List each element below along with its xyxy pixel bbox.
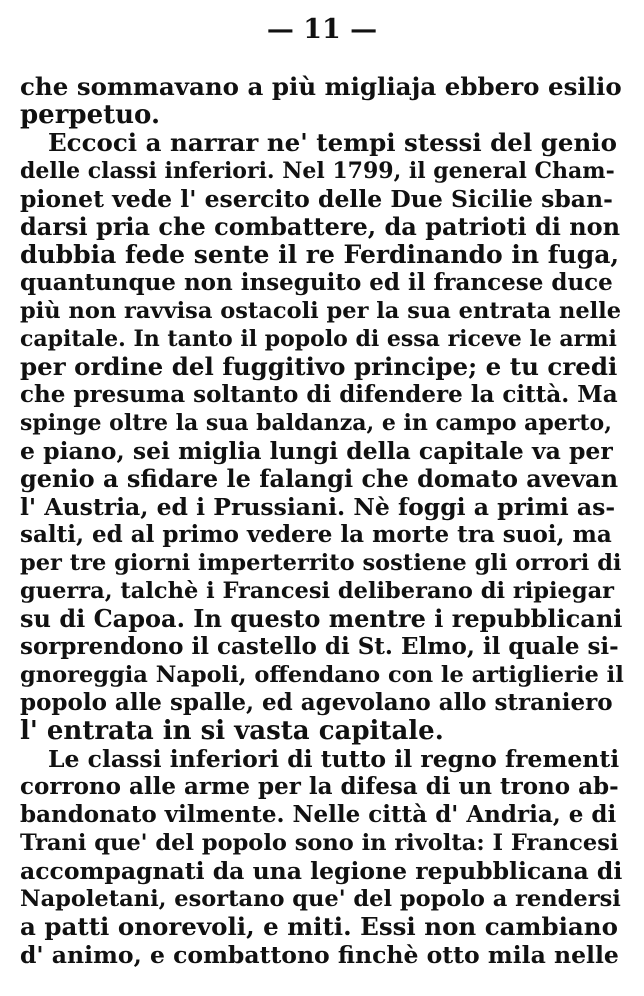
- text-line: Eccoci a narrar ne' tempi stessi del genio: [48, 128, 617, 157]
- text-line: sorprendono il castello di St. Elmo, il quale si-: [20, 633, 619, 660]
- text-line: delle classi inferiori. Nel 1799, il general Cham-: [20, 158, 615, 184]
- text-line: genio a sfidare le falangi che domato avevan: [20, 464, 619, 493]
- text-line: Le classi inferiori di tutto il regno frementi: [48, 745, 620, 773]
- text-line: che presuma soltanto di difendere la città. Ma: [20, 381, 618, 408]
- text-line: darsi pria che combattere, da patrioti di non: [20, 212, 621, 241]
- text-line: corrono alle arme per la difesa di un trono ab-: [20, 773, 619, 800]
- text-line: l' entrata in si vasta capitale.: [20, 716, 444, 746]
- text-line: capitale. In tanto il popolo di essa riceve le armi: [20, 326, 617, 352]
- text-line: accompagnati da una legione repubblicana di: [20, 857, 623, 885]
- text-line: su di Capoa. In questo mentre i repubblicani: [20, 604, 623, 633]
- text-line: per ordine del fuggitivo principe; e tu credi: [20, 352, 618, 381]
- text-line: Napoletani, esortano que' del popolo a rendersi: [20, 886, 621, 912]
- text-line: gnoreggia Napoli, offendano con le artiglierie il: [20, 662, 624, 688]
- text-line: perpetuo.: [20, 100, 160, 130]
- text-line: d' animo, e combattono finchè otto mila nelle: [20, 941, 619, 969]
- page-number: — 11 —: [266, 14, 378, 45]
- text-line: più non ravvisa ostacoli per la sua entrata nelle: [20, 298, 622, 324]
- text-line: spinge oltre la sua baldanza, e in campo aperto,: [20, 410, 612, 436]
- text-line: a patti onorevoli, e miti. Essi non cambiano: [20, 912, 618, 941]
- text-line: Trani que' del popolo sono in rivolta: I Francesi: [20, 830, 619, 856]
- text-line: bandonato vilmente. Nelle città d' Andria, e di: [20, 801, 617, 828]
- text-line: e piano, sei miglia lungi della capitale va per: [20, 437, 613, 465]
- text-line: l' Austria, ed i Prussiani. Nè foggi a primi as-: [20, 493, 616, 521]
- text-line: pionet vede l' esercito delle Due Sicilie sban-: [20, 185, 613, 213]
- text-line: salti, ed al primo vedere la morte tra suoi, ma: [20, 521, 612, 548]
- text-line: che sommavano a più migliaja ebbero esilio: [20, 72, 622, 101]
- text-line: quantunque non inseguito ed il francese duce: [20, 269, 613, 296]
- text-line: guerra, talchè i Francesi deliberano di ripiegar: [20, 578, 614, 604]
- text-line: per tre giorni imperterrito sostiene gli orrori di: [20, 550, 622, 576]
- text-line: popolo alle spalle, ed agevolano allo straniero: [20, 689, 613, 716]
- text-line: dubbia fede sente il re Ferdinando in fuga,: [20, 240, 620, 269]
